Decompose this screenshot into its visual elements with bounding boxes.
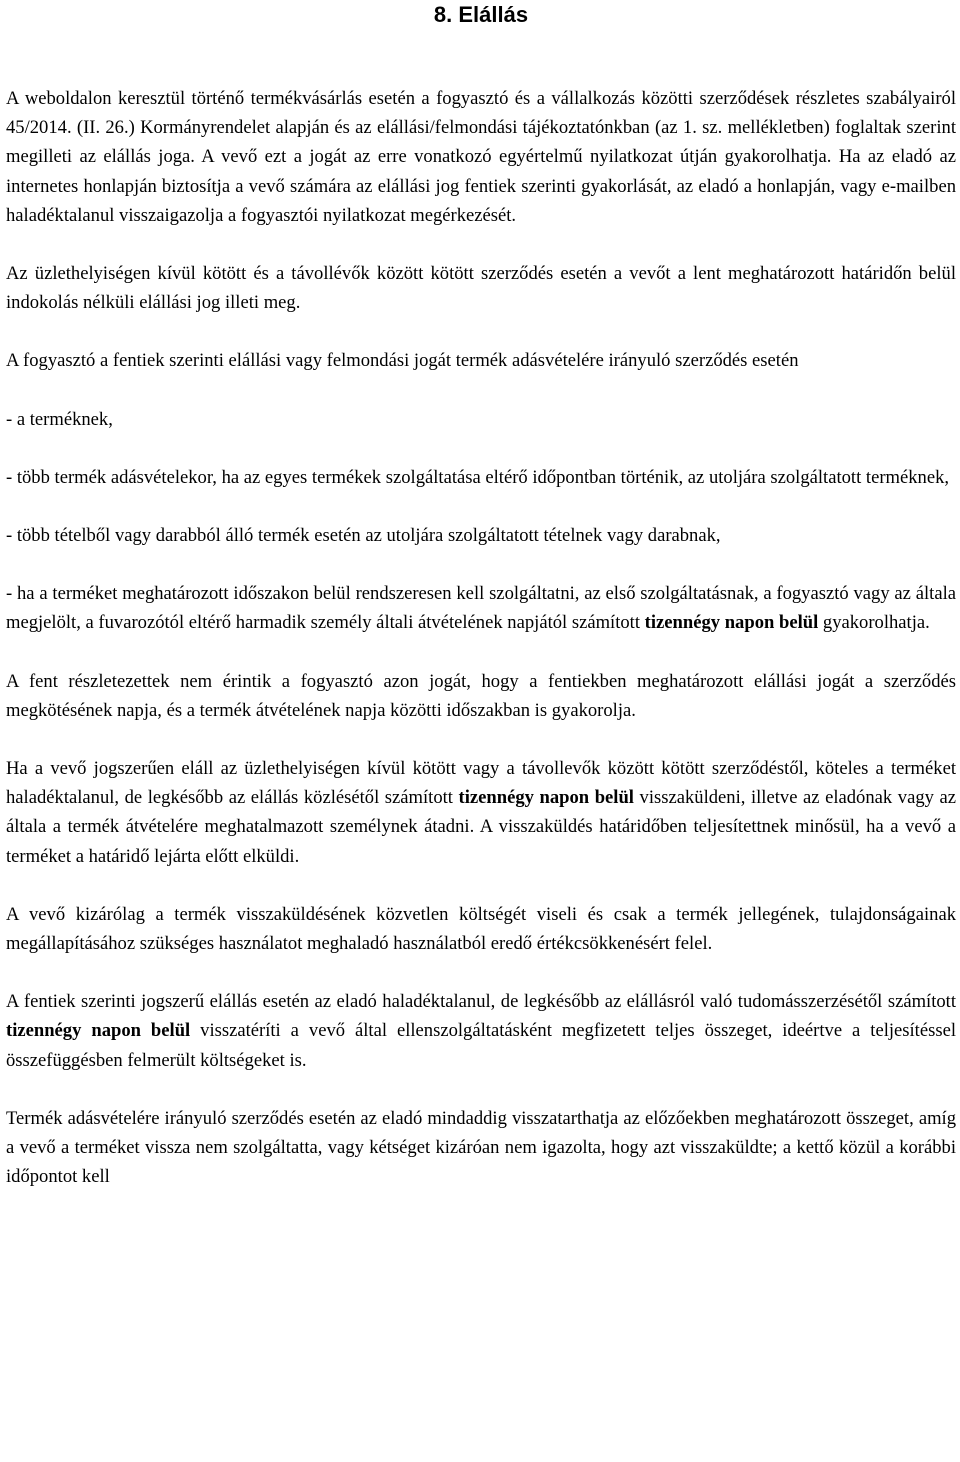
paragraph-early-withdrawal: A fent részletezettek nem érintik a fogyasztó azon jogát, hogy a fentiekben meghatározott elállási jogát a szerződés megkötésének napja, és a termék átvételének napja közötti időszakban is gyakorolja. [6,670,956,721]
text-segment: A fentiek szerinti jogszerű elállás esetén az eladó haladéktalanul, de legkésőbb az elállásról való tudomásszerzésétől számított [6,991,956,1013]
paragraph-return-obligation [6,754,956,871]
bold-deadline: tizennégy napon belül [6,1020,191,1042]
text-segment: Ha a vevő jogszerűen eláll az üzlethelyiségen kívül kötött vagy a távollevők között kötött szerződéstől, köteles a terméket haladéktalanul, de legkésőbb az elállás közlésétől számított [6,758,956,809]
paragraph-withdrawal-right: A weboldalon keresztül történő termékvásárlás esetén a fogyasztó és a vállalkozás közötti szerződések részletes szabályairól 45/2014. (II. 26.) Kormányrendelet alapján és az elállási/felmondási tájékoztatónkban (az 1. sz. mellékletben) foglaltak szerint megilleti az elállás joga. A vevő ezt a jogát az erre vonatkozó egyértelmű nyilatkozat útján gyakorolhatja. Ha az eladó az internetes honlapján biztosítja a vevő számára az elállási jog fentiek szerinti gyakorlását, az eladó a honlapján, vagy e-mailben haladéktalanul visszaigazolja a fogyasztói nyilatkozat megérkezését. [6,88,956,226]
text-segment: gyakorolhatja. [822,612,930,634]
bold-deadline: tizennégy napon belül [644,612,819,634]
list-item-regular-supply [6,579,956,637]
text-segment: - ha a terméket meghatározott időszakon belül rendszeresen kell szolgáltatni, az első szolgáltatásnak, a fogyasztó vagy az általa megjelölt, a fuvarozótól eltérő harmadik személy általi átvételének napjától számított [6,583,956,634]
list-item-multiple-items: - több tételből vagy darabból álló termék esetén az utoljára szolgáltatott tételnek vagy darabnak, [6,525,721,547]
paragraph-off-premises-contracts: Az üzlethelyiségen kívül kötött és a távollévők között kötött szerződés esetén a vevőt a lent meghatározott határidőn belül indokolás nélküli elállási jog illeti meg. [6,263,956,314]
document-page [6,0,956,1191]
section-heading: 8. Elállás [433,2,529,27]
paragraph-return-costs: A vevő kizárólag a termék visszaküldésének közvetlen költségét viseli és csak a termék jellegének, tulajdonságainak megállapításához szükséges használatot meghaladó használatból eredő értékcsökkenésért felel. [6,903,956,955]
text-segment: visszaküldeni, illetve az eladónak vagy az általa a termék átvételére meghatalmazott személynek átadni. A visszaküldés határidőben teljesítettnek minősül, ha a vevő a terméket a határidő lejárta előtt elküldi. [6,787,956,867]
list-item-multiple-products: - több termék adásvételekor, ha az egyes termékek szolgáltatása eltérő időpontban történik, az utoljára szolgáltatott terméknek, [6,466,950,488]
paragraph-exercise-conditions: A fogyasztó a fentiek szerinti elállási vagy felmondási jogát termék adásvételére irányuló szerződés esetén [6,350,799,372]
paragraph-withholding: Termék adásvételére irányuló szerződés esetén az eladó mindaddig visszatarthatja az előzőekben meghatározott összeget, amíg a vevő a terméket vissza nem szolgáltatta, vagy kétséget kizáróan nem igazolta, hogy azt visszaküldte; a kettő közül a korábbi időpontot kell [6,1107,956,1188]
list-item-product: - a terméknek, [6,408,113,430]
bold-deadline: tizennégy napon belül [458,787,634,809]
text-segment: visszatéríti a vevő által ellenszolgáltatásként megfizetett teljes összeget, ideértve a teljesítéssel összefüggésben felmerült költségeket is. [6,1020,956,1071]
paragraph-refund [6,987,956,1075]
